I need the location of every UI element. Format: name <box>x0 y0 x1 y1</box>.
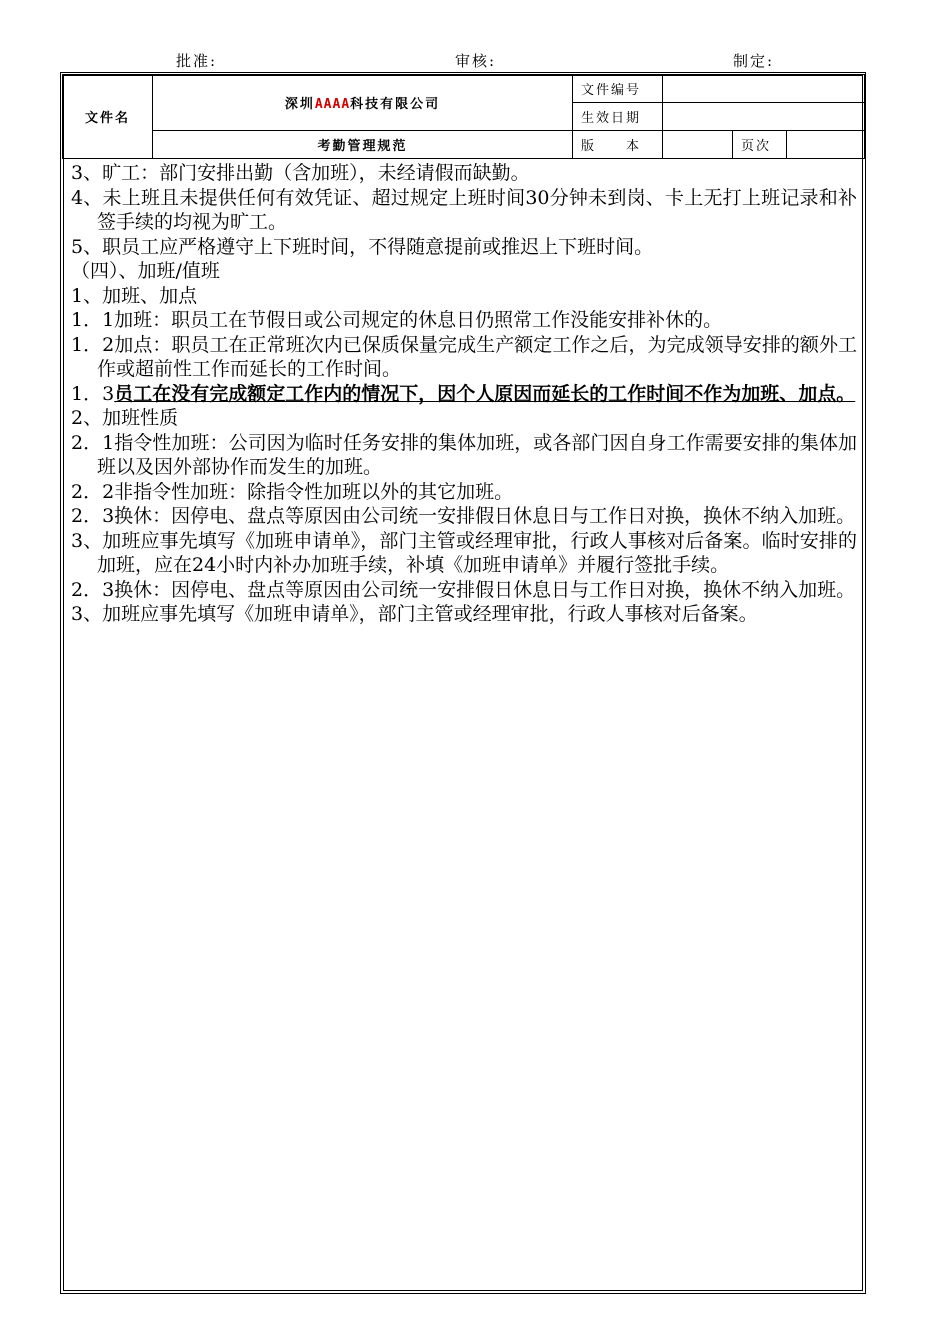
file-name-label: 文件名 <box>63 75 153 159</box>
paragraph: 2．3换休：因停电、盘点等原因由公司统一安排假日休息日与工作日对换，换休不纳入加班。 <box>71 578 856 601</box>
paragraph: 5、职员工应严格遵守上下班时间，不得随意提前或推迟上下班时间。 <box>71 235 654 258</box>
paragraph: 2．1指令性加班：公司因为临时任务安排的集体加班，或各部门因自身工作需要安排的集体加班以及因外部协作而发生的加班。 <box>71 431 857 478</box>
document-header-table <box>62 74 865 159</box>
document-body <box>71 161 857 627</box>
version-value <box>663 131 733 159</box>
paragraph: 2．3换休：因停电、盘点等原因由公司统一安排假日休息日与工作日对换，换休不纳入加班。 <box>71 505 856 527</box>
effective-date-label: 生效日期 <box>573 103 663 131</box>
doc-number-value <box>663 75 865 103</box>
prepare-label: 制定: <box>733 52 775 70</box>
paragraph-emphasis: 1．3员工在没有完成额定工作内的情况下，因个人原因而延长的工作时间不作为加班、加点。 <box>71 382 856 405</box>
paragraph: 2．2非指令性加班：除指令性加班以外的其它加班。 <box>71 480 514 503</box>
company-name-highlight: AAAA <box>314 97 351 112</box>
document-title: 考勤管理规范 <box>153 131 573 159</box>
page-value <box>787 131 865 159</box>
bold-underlined-text: 员工在没有完成额定工作内的情况下，因个人原因而延长的工作时间不作为加班、加点。 <box>114 382 856 405</box>
paragraph: 1．1加班：职员工在节假日或公司规定的休息日仍照常工作没能安排补休的。 <box>71 309 723 331</box>
review-label: 审核: <box>455 52 497 70</box>
version-label: 版 本 <box>573 131 663 159</box>
section-heading: （四）、加班/值班 <box>71 260 220 282</box>
paragraph: 4、未上班且未提供任何有效凭证、超过规定上班时间30分钟未到岗、卡上无打上班记录和补签手续的均视为旷工。 <box>71 186 857 233</box>
page-label: 页次 <box>733 131 787 159</box>
paragraph: 3、旷工：部门安排出勤（含加班），未经请假而缺勤。 <box>71 162 530 184</box>
paragraph: 1．2加点：职员工在正常班次内已保质保量完成生产额定工作之后，为完成领导安排的额外工作或超前性工作而延长的工作时间。 <box>71 333 857 380</box>
paragraph: 3、加班应事先填写《加班申请单》，部门主管或经理审批，行政人事核对后备案。 <box>71 603 758 625</box>
approve-label: 批准: <box>176 52 218 70</box>
effective-date-value <box>663 103 865 131</box>
company-name: 深圳AAAA科技有限公司 <box>153 75 573 131</box>
paragraph: 2、加班性质 <box>71 407 179 429</box>
paragraph: 1、加班、加点 <box>71 284 198 307</box>
doc-number-label: 文件编号 <box>573 75 663 103</box>
paragraph: 3、加班应事先填写《加班申请单》，部门主管或经理审批，行政人事核对后备案。临时安排的加班，应在24小时内补办加班手续，补填《加班申请单》并履行签批手续。 <box>71 529 857 576</box>
